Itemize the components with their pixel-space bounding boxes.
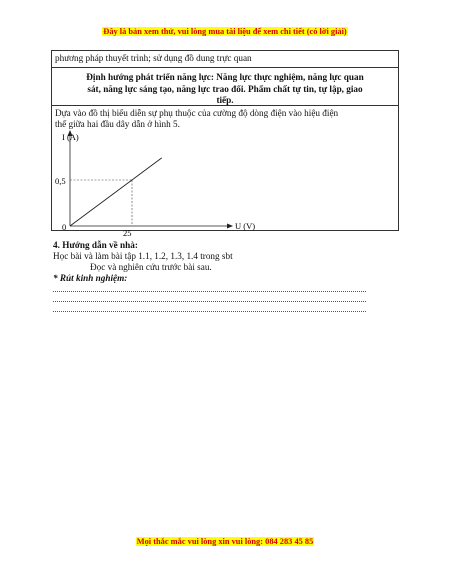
competency-line-2: sát, năng lực sáng tạo, năng lực trao đổi. Phẩm chất tự tin, tự lập, giao xyxy=(87,83,363,94)
x-axis-label: U (V) xyxy=(235,221,256,231)
methods-row xyxy=(52,51,398,68)
homework-line-2: Đọc và nghiên cứu trước bài sau. xyxy=(90,262,212,272)
exercise-line-1: Dựa vào đồ thị biểu diễn sự phụ thuộc của cường độ dòng điện vào hiệu điện xyxy=(55,108,339,118)
methods-text: phương pháp thuyết trình; sử dụng đồ dung trực quan xyxy=(55,53,252,63)
exercise-row xyxy=(52,106,398,238)
y-axis-label: I (A) xyxy=(62,132,79,142)
y-tick-label: 0,5 xyxy=(55,176,66,186)
homework-heading: 4. Hướng dẫn về nhà: xyxy=(53,240,138,250)
dotted-line-3 xyxy=(53,311,366,312)
exercise-line-2: thế giữa hai đầu dây dẫn ở hình 5. xyxy=(55,119,180,129)
experience-heading: * Rút kinh nghiệm: xyxy=(53,273,128,283)
x-axis-arrow xyxy=(227,224,233,229)
lesson-table xyxy=(51,50,399,238)
competency-line-1: Định hướng phát triển năng lực: Năng lực thực nghiệm, năng lực quan xyxy=(86,72,364,82)
contact-banner: Mọi thắc mắc vui lòng xin vui lòng: 084 283 45 85 xyxy=(136,537,314,546)
ui-graph xyxy=(52,130,256,238)
competency-line-3: tiếp. xyxy=(216,95,234,105)
origin-label: 0 xyxy=(62,222,67,232)
dotted-line-1 xyxy=(53,291,366,292)
homework-line-1: Học bài và làm bài tập 1.1, 1.2, 1.3, 1.4 trong sbt xyxy=(53,251,233,261)
preview-banner: Đây là bản xem thử, vui lòng mua tài liệu để xem chi tiết (có lời giải) xyxy=(103,27,347,36)
dotted-line-2 xyxy=(53,301,366,302)
competency-row xyxy=(52,68,398,106)
x-tick-label: 25 xyxy=(123,228,132,238)
data-line xyxy=(70,158,162,226)
